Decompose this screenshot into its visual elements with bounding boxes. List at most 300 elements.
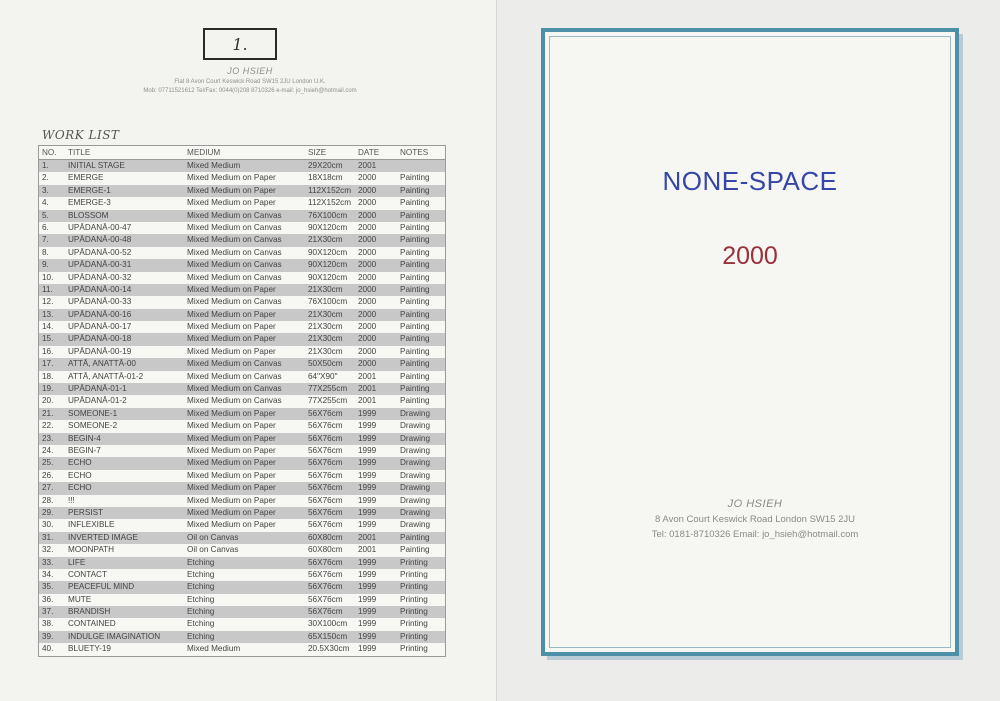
work-list-table (38, 145, 446, 657)
row-no: 33. (42, 557, 54, 567)
row-medium: Mixed Medium on Paper (187, 483, 276, 493)
row-notes: Painting (400, 247, 430, 257)
row-no: 38. (42, 619, 54, 629)
row-date: 2000 (358, 198, 377, 208)
row-no: 28. (42, 495, 54, 505)
work-list-page (0, 0, 497, 701)
page-number-box (203, 28, 277, 60)
table-row (39, 457, 445, 469)
row-notes: Painting (400, 334, 430, 344)
table-row (39, 321, 445, 333)
table-row (39, 383, 445, 395)
row-date: 1999 (358, 607, 377, 617)
row-notes: Printing (400, 607, 428, 617)
row-size: 90X120cm (308, 260, 348, 270)
row-notes: Printing (400, 557, 428, 567)
row-medium: Mixed Medium on Paper (187, 433, 276, 443)
row-medium: Mixed Medium on Canvas (187, 396, 282, 406)
row-medium: Mixed Medium on Canvas (187, 247, 282, 257)
row-no: 25. (42, 458, 54, 468)
row-size: 21X30cm (308, 322, 343, 332)
row-title: MOONPATH (68, 545, 115, 555)
row-size: 56X76cm (308, 582, 343, 592)
row-size: 21X30cm (308, 346, 343, 356)
row-title: UPĀDANĀ-00-47 (68, 222, 132, 232)
row-notes: Painting (400, 545, 430, 555)
row-medium: Mixed Medium on Paper (187, 421, 276, 431)
sender-block (100, 66, 400, 94)
table-row (39, 482, 445, 494)
row-size: 90X120cm (308, 222, 348, 232)
table-row (39, 643, 445, 655)
row-medium: Etching (187, 619, 215, 629)
table-row (39, 594, 445, 606)
row-notes: Painting (400, 260, 430, 270)
row-no: 7. (42, 235, 49, 245)
row-date: 2001 (358, 532, 377, 542)
row-size: 56X76cm (308, 470, 343, 480)
table-row (39, 408, 445, 420)
row-medium: Mixed Medium (187, 644, 241, 654)
column-header-no: NO. (42, 148, 57, 157)
row-notes: Painting (400, 272, 430, 282)
row-size: 30X100cm (308, 619, 348, 629)
row-medium: Mixed Medium on Canvas (187, 384, 282, 394)
row-title: SOMEONE-1 (68, 408, 118, 418)
sender-name: JO HSIEH (227, 66, 273, 76)
row-title: UPĀDANĀ-00-31 (68, 260, 132, 270)
row-date: 2001 (358, 396, 377, 406)
row-medium: Mixed Medium on Paper (187, 507, 276, 517)
row-notes: Painting (400, 210, 430, 220)
row-no: 9. (42, 260, 49, 270)
worklist-title: WORK LIST (42, 128, 120, 142)
row-date: 1999 (358, 483, 377, 493)
cover-contact-name: JO HSIEH (727, 498, 783, 510)
row-size: 18X18cm (308, 173, 343, 183)
row-notes: Drawing (400, 507, 431, 517)
row-size: 20.5X30cm (308, 644, 350, 654)
row-size: 56X76cm (308, 520, 343, 530)
row-title: EMERGE-3 (68, 198, 111, 208)
row-notes: Painting (400, 371, 430, 381)
cover-year: 2000 (722, 242, 778, 270)
row-date: 2000 (358, 297, 377, 307)
row-size: 56X76cm (308, 594, 343, 604)
row-notes: Painting (400, 173, 430, 183)
column-header-notes: NOTES (400, 148, 429, 157)
row-size: 112X152cm (308, 185, 352, 195)
row-size: 56X76cm (308, 433, 343, 443)
row-notes: Drawing (400, 408, 431, 418)
row-notes: Painting (400, 346, 430, 356)
row-title: BEGIN-4 (68, 433, 101, 443)
row-medium: Mixed Medium on Paper (187, 198, 276, 208)
row-notes: Printing (400, 619, 428, 629)
table-row (39, 247, 445, 259)
cover-contact-phone-email: Tel: 0181-8710326 Email: jo_hsieh@hotmail.com (651, 529, 859, 540)
table-row (39, 222, 445, 234)
row-medium: Mixed Medium on Paper (187, 284, 276, 294)
row-date: 2000 (358, 284, 377, 294)
row-notes: Drawing (400, 421, 431, 431)
row-no: 36. (42, 594, 54, 604)
row-title: SOMEONE-2 (68, 421, 118, 431)
row-size: 60X80cm (308, 545, 343, 555)
table-row (39, 160, 445, 172)
row-size: 21X30cm (308, 284, 343, 294)
row-no: 32. (42, 545, 54, 555)
row-date: 1999 (358, 421, 377, 431)
row-date: 1999 (358, 495, 377, 505)
row-no: 19. (42, 384, 54, 394)
row-notes: Painting (400, 185, 430, 195)
row-title: BLUETY-19 (68, 644, 111, 654)
row-no: 20. (42, 396, 54, 406)
row-notes: Painting (400, 396, 430, 406)
row-medium: Mixed Medium on Paper (187, 520, 276, 530)
page-number-mark: 1. (232, 34, 248, 54)
row-date: 1999 (358, 582, 377, 592)
row-date: 2000 (358, 235, 377, 245)
row-notes: Painting (400, 198, 430, 208)
row-no: 30. (42, 520, 54, 530)
row-title: UPĀDANĀ-01-1 (68, 384, 127, 394)
cover-contact-address: 8 Avon Court Keswick Road London SW15 2JU (655, 514, 855, 525)
table-row (39, 631, 445, 643)
row-date: 2000 (358, 359, 377, 369)
row-title: PEACEFUL MIND (68, 582, 135, 592)
row-size: 76X100cm (308, 297, 348, 307)
row-medium: Etching (187, 594, 215, 604)
row-no: 24. (42, 445, 54, 455)
row-notes: Painting (400, 284, 430, 294)
row-date: 2000 (358, 309, 377, 319)
row-medium: Mixed Medium on Paper (187, 173, 276, 183)
row-title: BRANDISH (68, 607, 111, 617)
table-row (39, 519, 445, 531)
table-row (39, 420, 445, 432)
table-row (39, 210, 445, 222)
row-date: 1999 (358, 433, 377, 443)
row-no: 2. (42, 173, 49, 183)
row-title: INITIAL STAGE (68, 161, 125, 170)
row-no: 1. (42, 161, 49, 170)
table-row (39, 557, 445, 569)
row-title: MUTE (68, 594, 92, 604)
row-title: ECHO (68, 458, 92, 468)
row-title: UPĀDANĀ-00-14 (68, 284, 132, 294)
table-row (39, 507, 445, 519)
row-no: 31. (42, 532, 54, 542)
row-notes: Printing (400, 631, 428, 641)
row-size: 77X255cm (308, 384, 348, 394)
row-notes: Drawing (400, 433, 431, 443)
row-medium: Mixed Medium on Paper (187, 495, 276, 505)
column-header-date: DATE (358, 148, 380, 157)
row-notes: Painting (400, 235, 430, 245)
row-date: 2001 (358, 161, 377, 170)
row-medium: Mixed Medium on Canvas (187, 210, 282, 220)
row-notes: Painting (400, 222, 430, 232)
row-notes: Painting (400, 384, 430, 394)
table-row (39, 358, 445, 370)
row-size: 64"X90" (308, 371, 338, 381)
row-no: 3. (42, 185, 49, 195)
table-row (39, 606, 445, 618)
table-row (39, 544, 445, 556)
row-title: CONTAINED (68, 619, 116, 629)
row-no: 17. (42, 359, 54, 369)
row-date: 2001 (358, 384, 377, 394)
row-size: 50X50cm (308, 359, 343, 369)
row-notes: Printing (400, 582, 428, 592)
row-title: UPĀDANĀ-00-52 (68, 247, 132, 257)
row-notes (400, 160, 445, 172)
row-title: PERSIST (68, 507, 104, 517)
column-header-medium: MEDIUM (187, 148, 221, 157)
row-no: 37. (42, 607, 54, 617)
cover-frame (541, 28, 959, 656)
row-medium: Oil on Canvas (187, 532, 239, 542)
row-title: INDULGE IMAGINATION (68, 631, 161, 641)
row-size: 56X76cm (308, 495, 343, 505)
sender-address: Flat 8 Avon Court Keswick Road SW15 2JU London U.K. (174, 79, 326, 85)
row-date: 1999 (358, 631, 377, 641)
table-row (39, 234, 445, 246)
row-size: 77X255cm (308, 396, 348, 406)
table-row (39, 185, 445, 197)
row-size: 56X76cm (308, 607, 343, 617)
row-title: EMERGE-1 (68, 185, 111, 195)
table-row (39, 581, 445, 593)
row-date: 1999 (358, 408, 377, 418)
row-medium: Oil on Canvas (187, 545, 239, 555)
row-no: 5. (42, 210, 49, 220)
table-row (39, 272, 445, 284)
row-title: UPĀDANĀ-00-32 (68, 272, 132, 282)
row-notes: Printing (400, 644, 428, 654)
row-size: 90X120cm (308, 272, 348, 282)
column-header-size: SIZE (308, 148, 327, 157)
column-header-title: TITLE (68, 148, 91, 157)
row-no: 13. (42, 309, 54, 319)
row-notes: Drawing (400, 445, 431, 455)
row-no: 18. (42, 371, 54, 381)
row-notes: Printing (400, 594, 428, 604)
row-date: 2000 (358, 185, 377, 195)
row-date: 1999 (358, 557, 377, 567)
cover-title: NONE-SPACE (662, 166, 838, 196)
row-no: 11. (42, 284, 53, 294)
row-medium: Mixed Medium on Canvas (187, 235, 282, 245)
cover-contact-block (635, 498, 875, 540)
row-date: 2000 (358, 346, 377, 356)
row-size: 56X76cm (308, 408, 343, 418)
table-row (39, 371, 445, 383)
sender-contact: Mob: 07711521612 Tel/Fax: 0044(0)208 8710326 e-mail: jo_hsieh@hotmail.com (143, 88, 357, 94)
row-date: 1999 (358, 594, 377, 604)
row-medium: Mixed Medium on Canvas (187, 260, 282, 270)
table-row (39, 309, 445, 321)
row-no: 4. (42, 198, 49, 208)
row-date: 2000 (358, 272, 377, 282)
row-date: 1999 (358, 445, 377, 455)
row-title: BEGIN-7 (68, 445, 101, 455)
row-title: CONTACT (68, 569, 107, 579)
row-medium: Mixed Medium on Canvas (187, 359, 282, 369)
row-no: 6. (42, 222, 49, 232)
row-size: 56X76cm (308, 557, 343, 567)
row-no: 15. (42, 334, 54, 344)
row-medium: Mixed Medium on Canvas (187, 272, 282, 282)
row-title: UPĀDANĀ-00-48 (68, 235, 132, 245)
row-medium: Mixed Medium (187, 161, 241, 170)
row-no: 10. (42, 272, 54, 282)
row-title: ATTĀ, ANATTĀ-00 (68, 359, 136, 369)
row-size: 21X30cm (308, 309, 343, 319)
row-no: 39. (42, 631, 54, 641)
row-size: 29X20cm (308, 161, 343, 170)
row-date: 2000 (358, 173, 377, 183)
row-no: 34. (42, 569, 54, 579)
row-no: 12. (42, 297, 54, 307)
row-notes: Drawing (400, 520, 431, 530)
row-no: 22. (42, 421, 54, 431)
row-no: 21. (42, 408, 54, 418)
row-title: BLOSSOM (68, 210, 109, 220)
row-title: UPĀDANĀ-01-2 (68, 396, 127, 406)
row-medium: Mixed Medium on Paper (187, 309, 276, 319)
row-title: UPĀDANĀ-00-18 (68, 334, 132, 344)
table-row (39, 259, 445, 271)
row-date: 2000 (358, 334, 377, 344)
row-title: ECHO (68, 483, 92, 493)
row-size: 56X76cm (308, 507, 343, 517)
row-medium: Mixed Medium on Paper (187, 458, 276, 468)
row-date: 1999 (358, 569, 377, 579)
row-notes: Drawing (400, 495, 431, 505)
row-medium: Etching (187, 557, 215, 567)
row-notes: Painting (400, 322, 430, 332)
row-date: 1999 (358, 470, 377, 480)
row-notes: Printing (400, 569, 428, 579)
row-date: 1999 (358, 507, 377, 517)
cover-inner-border (549, 36, 951, 648)
table-row (39, 172, 445, 184)
row-medium: Etching (187, 607, 215, 617)
row-title: ECHO (68, 470, 92, 480)
row-size: 56X76cm (308, 569, 343, 579)
row-title: UPĀDANĀ-00-19 (68, 346, 132, 356)
table-row (39, 495, 445, 507)
row-size: 65X150cm (308, 631, 348, 641)
row-notes: Painting (400, 309, 430, 319)
row-medium: Mixed Medium on Paper (187, 408, 276, 418)
row-title: INFLEXIBLE (68, 520, 115, 530)
table-header-row (39, 146, 445, 160)
row-medium: Etching (187, 569, 215, 579)
row-medium: Mixed Medium on Paper (187, 445, 276, 455)
row-medium: Mixed Medium on Paper (187, 322, 276, 332)
row-date: 1999 (358, 619, 377, 629)
table-row (39, 395, 445, 407)
row-no: 14. (42, 322, 54, 332)
table-row (39, 284, 445, 296)
row-size: 21X30cm (308, 235, 343, 245)
row-notes: Drawing (400, 458, 431, 468)
row-notes: Drawing (400, 483, 431, 493)
row-notes: Drawing (400, 470, 431, 480)
row-size: 60X80cm (308, 532, 343, 542)
row-no: 8. (42, 247, 49, 257)
row-date: 2001 (358, 545, 377, 555)
row-title: !!! (68, 495, 75, 505)
row-title: UPĀDANĀ-00-16 (68, 309, 132, 319)
table-row (39, 618, 445, 630)
row-no: 16. (42, 346, 54, 356)
row-no: 26. (42, 470, 54, 480)
row-no: 35. (42, 582, 54, 592)
table-row (39, 569, 445, 581)
row-size: 21X30cm (308, 334, 343, 344)
row-no: 29. (42, 507, 54, 517)
row-size: 56X76cm (308, 483, 343, 493)
row-title: LIFE (68, 557, 86, 567)
row-date: 2000 (358, 247, 377, 257)
row-title: INVERTED IMAGE (68, 532, 138, 542)
cover-page (497, 0, 1000, 701)
row-size: 76X100cm (308, 210, 348, 220)
row-medium: Mixed Medium on Canvas (187, 371, 282, 381)
row-notes: Painting (400, 297, 430, 307)
row-title: UPĀDANĀ-00-33 (68, 297, 132, 307)
row-no: 23. (42, 433, 54, 443)
row-no: 27. (42, 483, 54, 493)
row-no: 40. (42, 644, 54, 654)
row-date: 1999 (358, 520, 377, 530)
table-row (39, 197, 445, 209)
row-title: UPĀDANĀ-00-17 (68, 322, 132, 332)
row-medium: Mixed Medium on Paper (187, 334, 276, 344)
row-medium: Etching (187, 631, 215, 641)
row-notes: Painting (400, 359, 430, 369)
row-date: 2000 (358, 322, 377, 332)
table-row (39, 346, 445, 358)
row-size: 90X120cm (308, 247, 348, 257)
table-row (39, 433, 445, 445)
row-medium: Etching (187, 582, 215, 592)
row-size: 56X76cm (308, 445, 343, 455)
row-size: 56X76cm (308, 458, 343, 468)
table-row (39, 296, 445, 308)
table-row (39, 532, 445, 544)
row-size: 112X152cm (308, 198, 352, 208)
row-medium: Mixed Medium on Canvas (187, 222, 282, 232)
row-date: 2000 (358, 222, 377, 232)
row-medium: Mixed Medium on Canvas (187, 297, 282, 307)
row-medium: Mixed Medium on Paper (187, 470, 276, 480)
row-medium: Mixed Medium on Paper (187, 346, 276, 356)
row-medium: Mixed Medium on Paper (187, 185, 276, 195)
row-title: EMERGE (68, 173, 104, 183)
row-date: 2001 (358, 371, 377, 381)
table-row (39, 470, 445, 482)
row-size: 56X76cm (308, 421, 343, 431)
row-date: 1999 (358, 458, 377, 468)
row-date: 1999 (358, 644, 377, 654)
row-notes: Painting (400, 532, 430, 542)
